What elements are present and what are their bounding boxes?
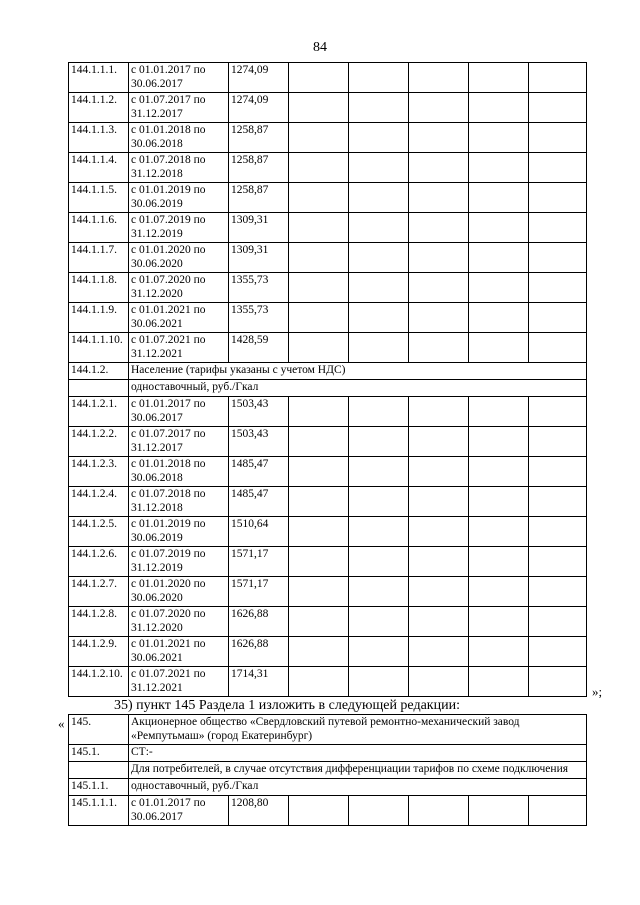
empty-cell [289, 93, 349, 123]
empty-cell [409, 487, 469, 517]
empty-cell [469, 93, 529, 123]
empty-cell [469, 487, 529, 517]
empty-cell [349, 457, 409, 487]
row-code [69, 762, 129, 779]
table-row [69, 273, 587, 303]
empty-cell [349, 153, 409, 183]
table-row [69, 517, 587, 547]
row-period: с 01.07.2021 по 31.12.2021 [129, 667, 229, 697]
tariff-table-145 [68, 714, 587, 826]
table-row [69, 397, 587, 427]
table-row [69, 333, 587, 363]
row-value: 1571,17 [229, 547, 289, 577]
empty-cell [529, 667, 587, 697]
table-row [69, 637, 587, 667]
row-code: 144.1.1.3. [69, 123, 129, 153]
empty-cell [349, 577, 409, 607]
empty-cell [529, 607, 587, 637]
section-row [69, 762, 587, 779]
empty-cell [409, 637, 469, 667]
empty-cell [529, 427, 587, 457]
empty-cell [349, 243, 409, 273]
row-period: с 01.07.2019 по 31.12.2019 [129, 213, 229, 243]
row-code: 144.1.1.2. [69, 93, 129, 123]
row-period: с 01.01.2020 по 30.06.2020 [129, 577, 229, 607]
empty-cell [289, 547, 349, 577]
empty-cell [289, 796, 349, 826]
empty-cell [289, 63, 349, 93]
empty-cell [289, 517, 349, 547]
empty-cell [289, 333, 349, 363]
empty-cell [409, 427, 469, 457]
table-row [69, 183, 587, 213]
closing-quote: »; [592, 684, 603, 699]
empty-cell [529, 397, 587, 427]
empty-cell [409, 796, 469, 826]
row-value: 1485,47 [229, 487, 289, 517]
empty-cell [409, 577, 469, 607]
empty-cell [289, 397, 349, 427]
empty-cell [409, 667, 469, 697]
empty-cell [409, 517, 469, 547]
empty-cell [469, 637, 529, 667]
row-value: 1258,87 [229, 123, 289, 153]
row-code: 144.1.2.5. [69, 517, 129, 547]
empty-cell [529, 333, 587, 363]
row-period: с 01.01.2021 по 30.06.2021 [129, 637, 229, 667]
empty-cell [469, 123, 529, 153]
empty-cell [469, 153, 529, 183]
row-value: 1503,43 [229, 397, 289, 427]
row-period: с 01.01.2018 по 30.06.2018 [129, 457, 229, 487]
row-code: 144.1.2.7. [69, 577, 129, 607]
empty-cell [349, 607, 409, 637]
empty-cell [349, 397, 409, 427]
table-row [69, 63, 587, 93]
empty-cell [469, 457, 529, 487]
row-value: 1510,64 [229, 517, 289, 547]
empty-cell [469, 333, 529, 363]
row-code: 144.1.1.1. [69, 63, 129, 93]
empty-cell [289, 183, 349, 213]
table-row [69, 213, 587, 243]
empty-cell [289, 607, 349, 637]
row-code: 144.1.2.9. [69, 637, 129, 667]
empty-cell [409, 457, 469, 487]
row-code: 144.1.2.2. [69, 427, 129, 457]
row-period: с 01.07.2020 по 31.12.2020 [129, 273, 229, 303]
row-value: 1258,87 [229, 153, 289, 183]
empty-cell [349, 123, 409, 153]
empty-cell [409, 183, 469, 213]
empty-cell [529, 123, 587, 153]
row-period: с 01.07.2018 по 31.12.2018 [129, 487, 229, 517]
empty-cell [529, 63, 587, 93]
empty-cell [349, 517, 409, 547]
empty-cell [469, 427, 529, 457]
table-row [69, 547, 587, 577]
section-text: Население (тарифы указаны с учетом НДС) [129, 363, 587, 380]
empty-cell [469, 607, 529, 637]
row-code: 145.1.1. [69, 779, 129, 796]
row-code: 144.1.1.7. [69, 243, 129, 273]
section-row [69, 363, 587, 380]
row-value: 1208,80 [229, 796, 289, 826]
row-value: 1428,59 [229, 333, 289, 363]
row-period: с 01.07.2021 по 31.12.2021 [129, 333, 229, 363]
row-code: 144.1.1.5. [69, 183, 129, 213]
empty-cell [409, 153, 469, 183]
row-value: 1274,09 [229, 63, 289, 93]
row-value: 1485,47 [229, 457, 289, 487]
table-row [69, 607, 587, 637]
empty-cell [409, 93, 469, 123]
empty-cell [529, 273, 587, 303]
empty-cell [349, 547, 409, 577]
row-code: 144.1.1.10. [69, 333, 129, 363]
empty-cell [529, 457, 587, 487]
row-code: 144.1.1.8. [69, 273, 129, 303]
empty-cell [289, 487, 349, 517]
row-code: 145.1.1.1. [69, 796, 129, 826]
row-code: 144.1.1.9. [69, 303, 129, 333]
empty-cell [409, 213, 469, 243]
empty-cell [349, 183, 409, 213]
empty-cell [529, 577, 587, 607]
table-row [69, 577, 587, 607]
empty-cell [529, 243, 587, 273]
row-code: 144.1.2.10. [69, 667, 129, 697]
empty-cell [349, 637, 409, 667]
row-period: с 01.01.2019 по 30.06.2019 [129, 183, 229, 213]
empty-cell [289, 273, 349, 303]
row-value: 1626,88 [229, 607, 289, 637]
section-row [69, 745, 587, 762]
row-value: 1355,73 [229, 273, 289, 303]
table-row [69, 667, 587, 697]
row-period: с 01.07.2017 по 31.12.2017 [129, 427, 229, 457]
row-value: 1714,31 [229, 667, 289, 697]
row-period: с 01.01.2019 по 30.06.2019 [129, 517, 229, 547]
empty-cell [529, 487, 587, 517]
row-value: 1274,09 [229, 93, 289, 123]
opening-quote: « [58, 716, 65, 731]
empty-cell [529, 547, 587, 577]
empty-cell [469, 213, 529, 243]
empty-cell [469, 667, 529, 697]
section-text: Для потребителей, в случае отсутствия дифференциации тарифов по схеме подключения [129, 762, 587, 779]
row-code [69, 380, 129, 397]
empty-cell [409, 243, 469, 273]
row-code: 144.1.2.3. [69, 457, 129, 487]
row-code: 145.1. [69, 745, 129, 762]
empty-cell [289, 303, 349, 333]
empty-cell [349, 213, 409, 243]
empty-cell [349, 303, 409, 333]
table-row [69, 153, 587, 183]
row-value: 1503,43 [229, 427, 289, 457]
row-period: с 01.07.2019 по 31.12.2019 [129, 547, 229, 577]
empty-cell [409, 63, 469, 93]
row-period: с 01.01.2018 по 30.06.2018 [129, 123, 229, 153]
row-period: с 01.01.2017 по 30.06.2017 [129, 397, 229, 427]
row-code: 145. [69, 715, 129, 745]
row-value: 1309,31 [229, 213, 289, 243]
table-row [69, 427, 587, 457]
row-code: 144.1.2.8. [69, 607, 129, 637]
row-period: с 01.01.2017 по 30.06.2017 [129, 63, 229, 93]
section-text: Акционерное общество «Свердловский путевой ремонтно-механический завод «Ремпутьмаш» (город Екатеринбург) [129, 715, 587, 745]
row-period: с 01.07.2020 по 31.12.2020 [129, 607, 229, 637]
empty-cell [529, 93, 587, 123]
empty-cell [349, 93, 409, 123]
empty-cell [469, 517, 529, 547]
empty-cell [289, 637, 349, 667]
empty-cell [469, 796, 529, 826]
section-row [69, 380, 587, 397]
empty-cell [289, 577, 349, 607]
empty-cell [409, 333, 469, 363]
row-period: с 01.07.2018 по 31.12.2018 [129, 153, 229, 183]
row-code: 144.1.1.6. [69, 213, 129, 243]
empty-cell [469, 547, 529, 577]
empty-cell [409, 303, 469, 333]
empty-cell [409, 123, 469, 153]
row-period: с 01.01.2021 по 30.06.2021 [129, 303, 229, 333]
table-row [69, 796, 587, 826]
empty-cell [529, 796, 587, 826]
page-number: 84 [313, 40, 327, 55]
empty-cell [289, 153, 349, 183]
table-row [69, 123, 587, 153]
row-code: 144.1.2. [69, 363, 129, 380]
amendment-instruction: 35) пункт 145 Раздела 1 изложить в следующей редакции: [114, 698, 460, 713]
empty-cell [289, 213, 349, 243]
empty-cell [289, 427, 349, 457]
section-text: одноставочный, руб./Гкал [129, 380, 587, 397]
empty-cell [349, 667, 409, 697]
row-value: 1258,87 [229, 183, 289, 213]
empty-cell [289, 457, 349, 487]
empty-cell [529, 153, 587, 183]
row-period: с 01.07.2017 по 31.12.2017 [129, 93, 229, 123]
tariff-table [68, 62, 587, 697]
empty-cell [529, 637, 587, 667]
table-row [69, 303, 587, 333]
row-period: с 01.01.2020 по 30.06.2020 [129, 243, 229, 273]
empty-cell [409, 273, 469, 303]
row-value: 1626,88 [229, 637, 289, 667]
section-row [69, 715, 587, 745]
row-code: 144.1.2.4. [69, 487, 129, 517]
table-row [69, 243, 587, 273]
section-row [69, 779, 587, 796]
row-value: 1309,31 [229, 243, 289, 273]
empty-cell [289, 123, 349, 153]
row-value: 1355,73 [229, 303, 289, 333]
empty-cell [349, 796, 409, 826]
empty-cell [469, 397, 529, 427]
empty-cell [529, 517, 587, 547]
empty-cell [469, 303, 529, 333]
empty-cell [529, 183, 587, 213]
row-code: 144.1.2.6. [69, 547, 129, 577]
empty-cell [469, 183, 529, 213]
empty-cell [349, 333, 409, 363]
table-row [69, 457, 587, 487]
empty-cell [349, 487, 409, 517]
empty-cell [349, 427, 409, 457]
empty-cell [529, 303, 587, 333]
section-text: одноставочный, руб./Гкал [129, 779, 587, 796]
empty-cell [409, 607, 469, 637]
empty-cell [349, 63, 409, 93]
section-text: СТ:- [129, 745, 587, 762]
row-code: 144.1.1.4. [69, 153, 129, 183]
empty-cell [469, 577, 529, 607]
empty-cell [529, 213, 587, 243]
empty-cell [289, 243, 349, 273]
row-period: с 01.01.2017 по 30.06.2017 [129, 796, 229, 826]
table-row [69, 487, 587, 517]
empty-cell [469, 243, 529, 273]
empty-cell [469, 273, 529, 303]
table-row [69, 93, 587, 123]
row-value: 1571,17 [229, 577, 289, 607]
empty-cell [469, 63, 529, 93]
row-code: 144.1.2.1. [69, 397, 129, 427]
empty-cell [409, 397, 469, 427]
empty-cell [409, 547, 469, 577]
empty-cell [349, 273, 409, 303]
empty-cell [289, 667, 349, 697]
